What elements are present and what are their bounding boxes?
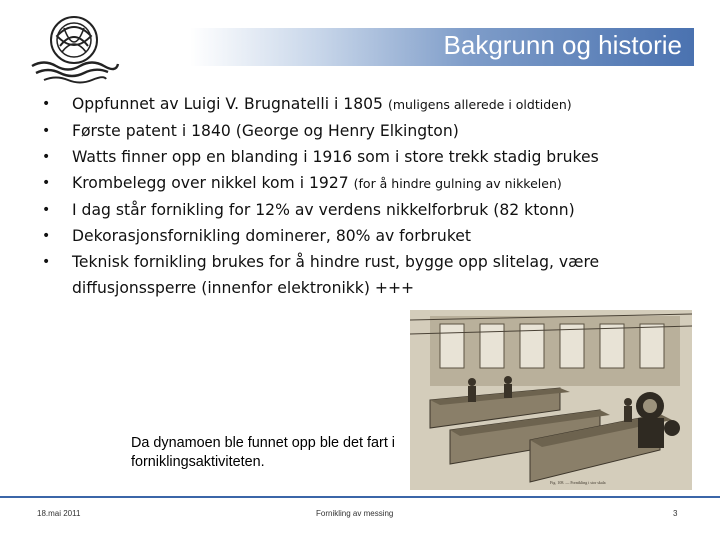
bullet-marker: • xyxy=(42,149,51,165)
bullet-note: (muligens allerede i oldtiden) xyxy=(387,97,572,112)
bullet-item: • Krombelegg over nikkel kom i 1927 (for å hindre gulning av nikkelen) xyxy=(40,170,700,197)
image-caption: Da dynamoen ble funnet opp ble det fart i forniklingsaktiviteten. xyxy=(131,435,396,470)
factory-engraving-image xyxy=(410,310,692,490)
bullet-marker: • xyxy=(42,254,51,270)
page-number: 3 xyxy=(673,509,678,518)
bullet-marker: • xyxy=(42,202,51,218)
footer-date: 18.mai 2011 xyxy=(37,509,81,518)
footer-title: Fornikling av messing xyxy=(316,509,394,518)
photo-caption: Fig. 108. — Fornikling i stor skala xyxy=(550,480,606,485)
bullet-marker: • xyxy=(42,123,51,139)
bullet-item: • Dekorasjonsfornikling dominerer, 80% av forbruket xyxy=(40,223,700,249)
bullet-item: • Watts finner opp en blanding i 1916 som i store trekk stadig brukes xyxy=(40,144,700,170)
title-bar xyxy=(190,28,694,66)
bullet-list xyxy=(40,91,700,301)
slide-title: Bakgrunn og historie xyxy=(443,30,682,60)
bullet-continuation: diffusjonssperre (innenfor elektronikk) +++ xyxy=(72,279,415,297)
bullet-marker: • xyxy=(42,96,51,112)
knot-over-waves-logo-icon xyxy=(24,6,124,86)
logo xyxy=(24,6,124,86)
bullet-item: • Første patent i 1840 (George og Henry Elkington) xyxy=(40,118,700,144)
bullet-note: (for å hindre gulning av nikkelen) xyxy=(353,176,562,191)
bullet-marker: • xyxy=(42,228,51,244)
bullet-item: • Teknisk fornikling brukes for å hindre rust, bygge opp slitelag, være xyxy=(40,249,700,275)
bullet-marker: • xyxy=(42,175,51,191)
bullet-item: • I dag står fornikling for 12% av verdens nikkelforbruk (82 ktonn) xyxy=(40,197,700,223)
bullet-item: • Oppfunnet av Luigi V. Brugnatelli i 1805 (muligens allerede i oldtiden) xyxy=(40,91,700,118)
footer-divider xyxy=(0,496,720,498)
